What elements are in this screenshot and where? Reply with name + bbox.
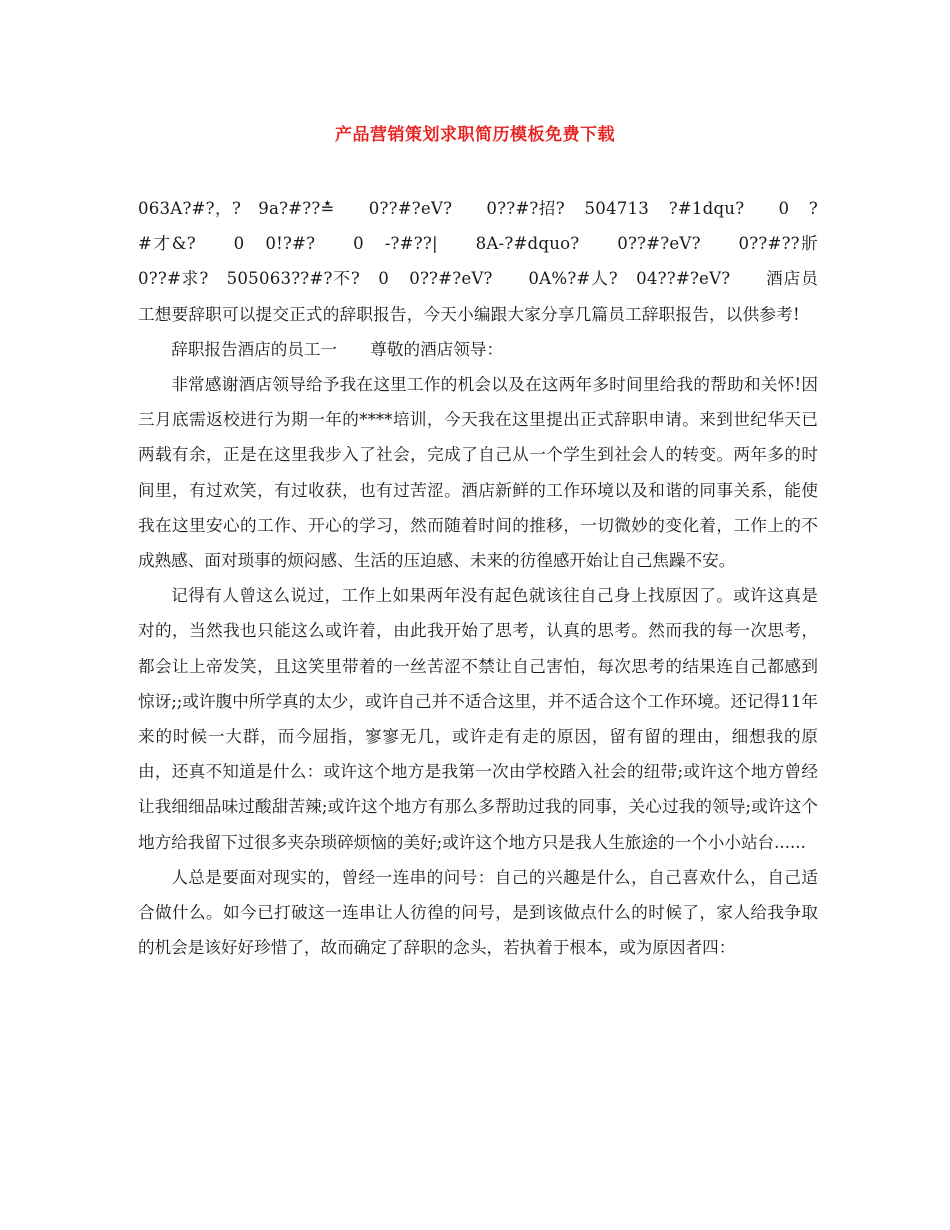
document-body	[138, 191, 852, 965]
document-title: 产品营销策划求职简历模板免费下载	[335, 125, 615, 145]
body-paragraph-3: 人总是要面对现实的，曾经一连串的问号：自己的兴趣是什么，自己喜欢什么，自己适合做什么。如今已打破这一连串让人彷徨的问号，是到该做点什么的时候了，家人给我争取的机会是该好好珍惜了，故而确定了辞职的念头，若执着于根本，或为原因者四：	[138, 867, 818, 958]
body-paragraph-1: 非常感谢酒店领导给予我在这里工作的机会以及在这两年多时间里给我的帮助和关怀!因三月底需返校进行为期一年的****培训，今天我在这里提出正式辞职申请。来到世纪华天已两载有余，正是在这里我步入了社会，完成了自己从一个学生到社会人的转变。两年多的时间里，有过欢笑，有过收获，也有过苦涩。酒店新鲜的工作环境以及和谐的同事关系，能使我在这里安心的工作、开心的学习，然而随着时间的推移，一切微妙的变化着，工作上的不成熟感、面对琐事的烦闷感、生活的压迫感、未来的彷徨感开始让自己焦躁不安。	[138, 375, 818, 571]
letter-heading: 辞职报告酒店的员工一 尊敬的酒店领导：	[171, 339, 504, 359]
intro-paragraph: 063A?#?，? 9a?#??≛ 0??#?eV? 0??#?招? 504713 ?#1dqu? 0 ?#才&? 0 0!?#? 0 -?#??| 8A-?#dquo? 0??#?eV? 0??#??斨 0??#求? 505063??#?不? 0 0??#?eV? 0A%?#人? 04??#?eV? 酒店员工想要辞职可以提交正式的辞职报告，今天小编跟大家分享几篇员工辞职报告，以供参考!	[138, 199, 852, 324]
body-paragraph-2: 记得有人曾这么说过，工作上如果两年没有起色就该往自己身上找原因了。或许这真是对的，当然我也只能这么或许着，由此我开始了思考，认真的思考。然而我的每一次思考，都会让上帝发笑，且这笑里带着的一丝苦涩不禁让自己害怕，每次思考的结果连自己都感到惊讶;;或许腹中所学真的太少，或许自己并不适合这里，并不适合这个工作环境。还记得11年来的时候一大群，而今屈指，寥寥无几，或许走有走的原因，留有留的理由，细想我的原由，还真不知道是什么：或许这个地方是我第一次由学校踏入社会的纽带;或许这个地方曾经让我细细品味过酸甜苦辣;或许这个地方有那么多帮助过我的同事，关心过我的领导;或许这个地方给我留下过很多夹杂琐碎烦恼的美好;或许这个地方只是我人生旅途的一个小小站台......	[138, 586, 818, 852]
